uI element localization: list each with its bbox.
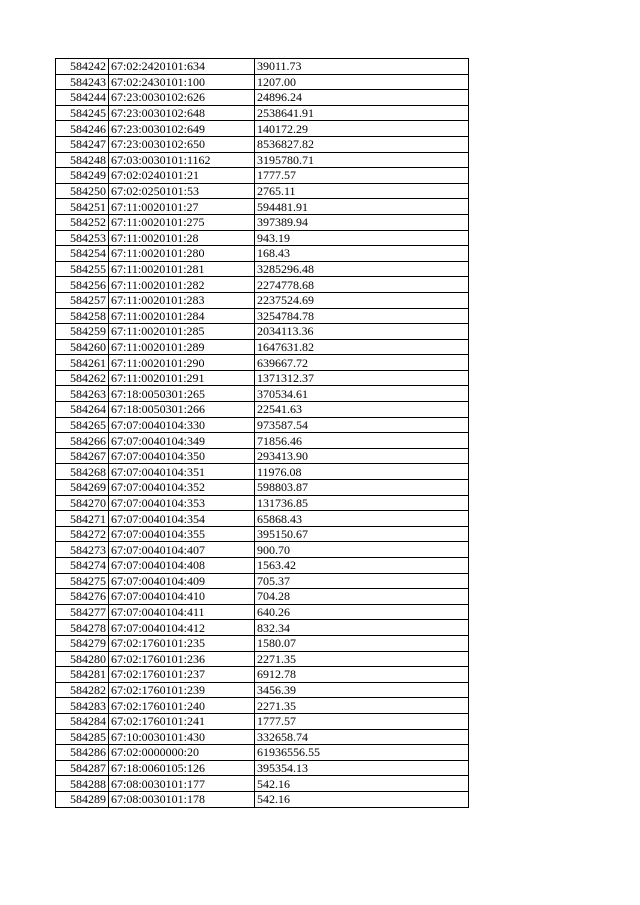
table-row (56, 324, 469, 340)
cadastral-number-cell: 67:02:1760101:237 (109, 667, 255, 683)
cadastral-number-cell: 67:02:1760101:236 (109, 651, 255, 667)
cadastral-number-cell: 67:07:0040104:407 (109, 542, 255, 558)
table-row (56, 402, 469, 418)
cadastral-number-cell: 67:07:0040104:410 (109, 589, 255, 605)
value-cell: 2538641.91 (255, 105, 469, 121)
value-cell: 2034113.36 (255, 324, 469, 340)
table-row (56, 713, 469, 729)
table-row (56, 105, 469, 121)
table-row (56, 136, 469, 152)
value-cell: 542.16 (255, 776, 469, 792)
row-id-cell: 584259 (56, 324, 109, 340)
row-id-cell: 584263 (56, 386, 109, 402)
table-row (56, 495, 469, 511)
value-cell: 973587.54 (255, 417, 469, 433)
value-cell: 71856.46 (255, 433, 469, 449)
table-row (56, 246, 469, 262)
cadastral-number-cell: 67:07:0040104:350 (109, 448, 255, 464)
value-cell: 131736.85 (255, 495, 469, 511)
cadastral-number-cell: 67:02:0000000:20 (109, 745, 255, 761)
cadastral-number-cell: 67:11:0020101:291 (109, 370, 255, 386)
table-row (56, 604, 469, 620)
table-row (56, 199, 469, 215)
table-row (56, 277, 469, 293)
cadastral-number-cell: 67:07:0040104:412 (109, 620, 255, 636)
table-row (56, 729, 469, 745)
row-id-cell: 584272 (56, 526, 109, 542)
table-row (56, 542, 469, 558)
table-row (56, 760, 469, 776)
value-cell: 370534.61 (255, 386, 469, 402)
table-body (56, 59, 469, 808)
value-cell: 293413.90 (255, 448, 469, 464)
value-cell: 140172.29 (255, 121, 469, 137)
cadastral-number-cell: 67:11:0020101:275 (109, 214, 255, 230)
row-id-cell: 584258 (56, 308, 109, 324)
cadastral-number-cell: 67:18:0060105:126 (109, 760, 255, 776)
row-id-cell: 584252 (56, 214, 109, 230)
table-row (56, 214, 469, 230)
row-id-cell: 584288 (56, 776, 109, 792)
row-id-cell: 584260 (56, 339, 109, 355)
cadastral-number-cell: 67:11:0020101:284 (109, 308, 255, 324)
row-id-cell: 584270 (56, 495, 109, 511)
table-row (56, 589, 469, 605)
row-id-cell: 584264 (56, 402, 109, 418)
row-id-cell: 584256 (56, 277, 109, 293)
value-cell: 332658.74 (255, 729, 469, 745)
table-row (56, 635, 469, 651)
cadastral-number-cell: 67:11:0020101:27 (109, 199, 255, 215)
table-row (56, 698, 469, 714)
value-cell: 943.19 (255, 230, 469, 246)
row-id-cell: 584251 (56, 199, 109, 215)
cadastral-number-cell: 67:23:0030102:626 (109, 90, 255, 106)
cadastral-number-cell: 67:11:0020101:289 (109, 339, 255, 355)
table-row (56, 667, 469, 683)
row-id-cell: 584275 (56, 573, 109, 589)
cadastral-number-cell: 67:23:0030102:649 (109, 121, 255, 137)
cadastral-number-cell: 67:02:2430101:100 (109, 74, 255, 90)
row-id-cell: 584282 (56, 682, 109, 698)
cadastral-number-cell: 67:23:0030102:650 (109, 136, 255, 152)
table-row (56, 90, 469, 106)
cadastral-number-cell: 67:23:0030102:648 (109, 105, 255, 121)
cadastral-number-cell: 67:11:0020101:285 (109, 324, 255, 340)
row-id-cell: 584242 (56, 59, 109, 75)
row-id-cell: 584285 (56, 729, 109, 745)
table-row (56, 292, 469, 308)
row-id-cell: 584265 (56, 417, 109, 433)
cadastral-number-cell: 67:11:0020101:280 (109, 246, 255, 262)
row-id-cell: 584262 (56, 370, 109, 386)
row-id-cell: 584244 (56, 90, 109, 106)
value-cell: 11976.08 (255, 464, 469, 480)
value-cell: 594481.91 (255, 199, 469, 215)
value-cell: 1563.42 (255, 558, 469, 574)
row-id-cell: 584246 (56, 121, 109, 137)
cadastral-number-cell: 67:02:0250101:53 (109, 183, 255, 199)
table-row (56, 386, 469, 402)
value-cell: 1371312.37 (255, 370, 469, 386)
row-id-cell: 584280 (56, 651, 109, 667)
row-id-cell: 584268 (56, 464, 109, 480)
cadastral-number-cell: 67:02:1760101:239 (109, 682, 255, 698)
row-id-cell: 584250 (56, 183, 109, 199)
value-cell: 2271.35 (255, 698, 469, 714)
cadastral-number-cell: 67:07:0040104:355 (109, 526, 255, 542)
row-id-cell: 584276 (56, 589, 109, 605)
row-id-cell: 584273 (56, 542, 109, 558)
cadastral-number-cell: 67:07:0040104:351 (109, 464, 255, 480)
cadastral-number-cell: 67:11:0020101:290 (109, 355, 255, 371)
table-row (56, 59, 469, 75)
table-row (56, 183, 469, 199)
cadastral-number-cell: 67:11:0020101:281 (109, 261, 255, 277)
value-cell: 1777.57 (255, 168, 469, 184)
value-cell: 22541.63 (255, 402, 469, 418)
value-cell: 395354.13 (255, 760, 469, 776)
table-row (56, 417, 469, 433)
value-cell: 598803.87 (255, 480, 469, 496)
cadastral-number-cell: 67:07:0040104:330 (109, 417, 255, 433)
value-cell: 39011.73 (255, 59, 469, 75)
value-cell: 705.37 (255, 573, 469, 589)
cadastral-number-cell: 67:11:0020101:28 (109, 230, 255, 246)
row-id-cell: 584245 (56, 105, 109, 121)
value-cell: 2765.11 (255, 183, 469, 199)
row-id-cell: 584271 (56, 511, 109, 527)
table-row (56, 480, 469, 496)
table-row (56, 745, 469, 761)
table-row (56, 464, 469, 480)
value-cell: 397389.94 (255, 214, 469, 230)
value-cell: 1647631.82 (255, 339, 469, 355)
value-cell: 1777.57 (255, 713, 469, 729)
row-id-cell: 584257 (56, 292, 109, 308)
table-row (56, 620, 469, 636)
table-row (56, 339, 469, 355)
cadastral-number-cell: 67:08:0030101:177 (109, 776, 255, 792)
cadastral-number-cell: 67:02:1760101:240 (109, 698, 255, 714)
value-cell: 2271.35 (255, 651, 469, 667)
row-id-cell: 584249 (56, 168, 109, 184)
value-cell: 3254784.78 (255, 308, 469, 324)
cadastral-number-cell: 67:07:0040104:352 (109, 480, 255, 496)
row-id-cell: 584278 (56, 620, 109, 636)
row-id-cell: 584279 (56, 635, 109, 651)
cadastral-number-cell: 67:02:1760101:241 (109, 713, 255, 729)
value-cell: 6912.78 (255, 667, 469, 683)
table-row (56, 168, 469, 184)
row-id-cell: 584266 (56, 433, 109, 449)
row-id-cell: 584274 (56, 558, 109, 574)
row-id-cell: 584284 (56, 713, 109, 729)
value-cell: 65868.43 (255, 511, 469, 527)
table-row (56, 370, 469, 386)
table-row (56, 558, 469, 574)
cadastral-number-cell: 67:07:0040104:411 (109, 604, 255, 620)
table-row (56, 526, 469, 542)
value-cell: 640.26 (255, 604, 469, 620)
row-id-cell: 584255 (56, 261, 109, 277)
value-cell: 704.28 (255, 589, 469, 605)
row-id-cell: 584248 (56, 152, 109, 168)
cadastral-number-cell: 67:02:2420101:634 (109, 59, 255, 75)
table-row (56, 433, 469, 449)
row-id-cell: 584281 (56, 667, 109, 683)
row-id-cell: 584289 (56, 791, 109, 807)
cadastral-number-cell: 67:07:0040104:408 (109, 558, 255, 574)
row-id-cell: 584267 (56, 448, 109, 464)
value-cell: 395150.67 (255, 526, 469, 542)
table-row (56, 308, 469, 324)
value-cell: 832.34 (255, 620, 469, 636)
table-row (56, 682, 469, 698)
cadastral-number-cell: 67:18:0050301:265 (109, 386, 255, 402)
cadastral-number-cell: 67:11:0020101:282 (109, 277, 255, 293)
data-table (55, 58, 469, 808)
value-cell: 542.16 (255, 791, 469, 807)
value-cell: 3456.39 (255, 682, 469, 698)
row-id-cell: 584253 (56, 230, 109, 246)
value-cell: 24896.24 (255, 90, 469, 106)
cadastral-number-cell: 67:02:1760101:235 (109, 635, 255, 651)
row-id-cell: 584261 (56, 355, 109, 371)
value-cell: 1207.00 (255, 74, 469, 90)
table-row (56, 651, 469, 667)
table-row (56, 152, 469, 168)
row-id-cell: 584254 (56, 246, 109, 262)
table-row (56, 261, 469, 277)
row-id-cell: 584277 (56, 604, 109, 620)
value-cell: 2274778.68 (255, 277, 469, 293)
cadastral-number-cell: 67:08:0030101:178 (109, 791, 255, 807)
value-cell: 1580.07 (255, 635, 469, 651)
table-row (56, 448, 469, 464)
cadastral-number-cell: 67:07:0040104:354 (109, 511, 255, 527)
cadastral-number-cell: 67:07:0040104:409 (109, 573, 255, 589)
value-cell: 3195780.71 (255, 152, 469, 168)
cadastral-number-cell: 67:07:0040104:349 (109, 433, 255, 449)
cadastral-number-cell: 67:10:0030101:430 (109, 729, 255, 745)
table-row (56, 573, 469, 589)
value-cell: 900.70 (255, 542, 469, 558)
cadastral-number-cell: 67:07:0040104:353 (109, 495, 255, 511)
value-cell: 61936556.55 (255, 745, 469, 761)
cadastral-number-cell: 67:11:0020101:283 (109, 292, 255, 308)
row-id-cell: 584287 (56, 760, 109, 776)
cadastral-number-cell: 67:02:0240101:21 (109, 168, 255, 184)
value-cell: 168.43 (255, 246, 469, 262)
row-id-cell: 584286 (56, 745, 109, 761)
table-row (56, 791, 469, 807)
cadastral-number-cell: 67:18:0050301:266 (109, 402, 255, 418)
cadastral-number-cell: 67:03:0030101:1162 (109, 152, 255, 168)
table-row (56, 511, 469, 527)
value-cell: 8536827.82 (255, 136, 469, 152)
table-row (56, 74, 469, 90)
value-cell: 3285296.48 (255, 261, 469, 277)
table-row (56, 121, 469, 137)
row-id-cell: 584283 (56, 698, 109, 714)
value-cell: 2237524.69 (255, 292, 469, 308)
row-id-cell: 584247 (56, 136, 109, 152)
table-row (56, 230, 469, 246)
row-id-cell: 584269 (56, 480, 109, 496)
row-id-cell: 584243 (56, 74, 109, 90)
value-cell: 639667.72 (255, 355, 469, 371)
table-row (56, 776, 469, 792)
table-row (56, 355, 469, 371)
